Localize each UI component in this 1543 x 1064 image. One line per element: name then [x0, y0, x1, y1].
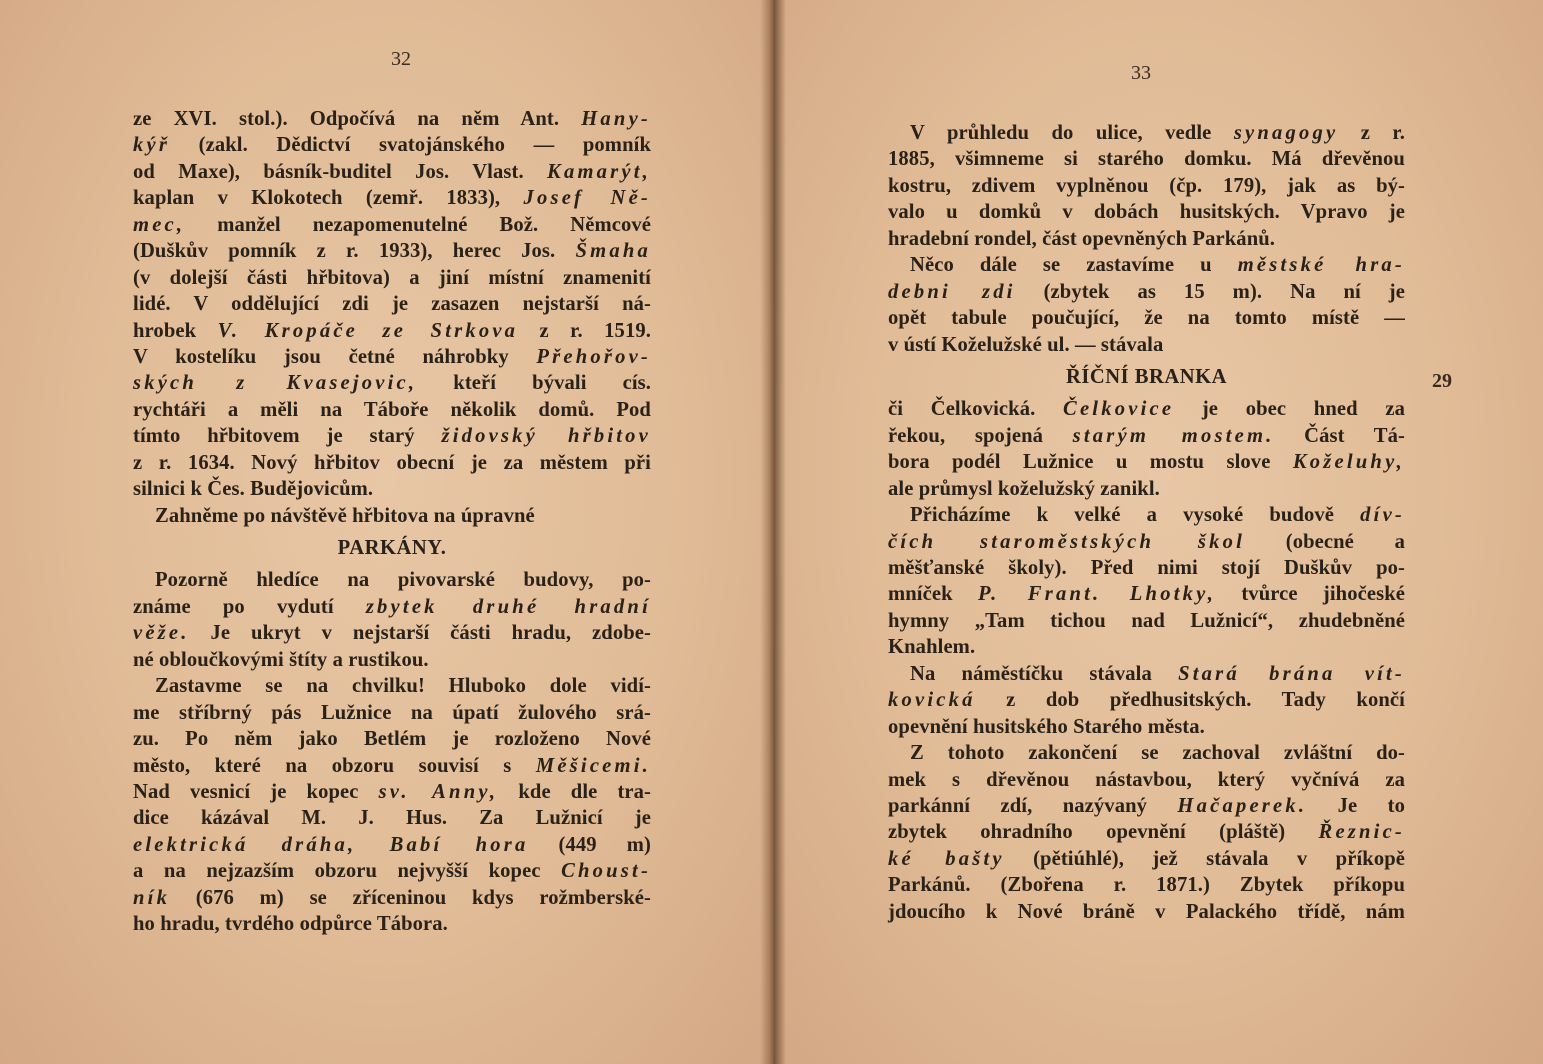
text-line: [888, 740, 1405, 766]
margin-mark: 29: [1432, 370, 1452, 392]
left-page: [0, 0, 770, 1064]
text-run: Přicházíme k velké a vysoké budově: [910, 504, 1361, 527]
text-line: [133, 450, 651, 476]
text-line: [133, 647, 651, 673]
spaced-emphasis: ké bašty: [888, 847, 1005, 870]
text-line: [133, 726, 651, 752]
text-run: ze XVI. stol.). Odpočívá na něm Ant.: [133, 108, 582, 130]
text-line: [888, 396, 1405, 422]
text-line: [888, 252, 1405, 278]
text-run: kostru, zdivem vyplněnou (čp. 179), jak as bý-: [888, 174, 1405, 197]
text-run: Na náměstíčku stávala: [910, 662, 1179, 685]
text-run: valo u domků v dobách husitských. Vpravo je: [888, 201, 1405, 224]
text-run: Je to: [1307, 794, 1405, 817]
text-run: Něco dále se zastavíme u: [910, 254, 1238, 277]
spaced-emphasis: židovský hřbitov: [441, 425, 651, 448]
text-run: bora podél Lužnice u mostu slove: [888, 451, 1293, 474]
text-line: [133, 344, 651, 370]
spaced-emphasis: Choust-: [561, 860, 651, 883]
text-run: dice kázával M. J. Hus. Za Lužnicí je: [133, 807, 651, 830]
text-run: rychtáři a měli na Táboře několik domů. Pod: [133, 398, 651, 421]
text-run: a na nejzazším obzoru nejvyšší kopec: [133, 860, 562, 883]
text-run: Je ukryt v nejstarší části hradu, zdobe-: [189, 622, 651, 645]
text-line: [888, 767, 1405, 793]
text-line: [133, 476, 651, 502]
text-run: (Duškův pomník z r. 1933), herec Jos.: [133, 240, 576, 263]
text-line: [133, 832, 651, 858]
left-page-text: [133, 106, 651, 938]
text-line: [888, 608, 1405, 634]
text-run: Část Tá-: [1274, 424, 1405, 447]
text-line: [888, 793, 1405, 819]
text-run: město, které na obzoru souvisí s: [133, 754, 536, 777]
text-line: [133, 885, 651, 911]
text-run: kde dle tra-: [498, 780, 651, 803]
spaced-emphasis: čích staroměstských škol: [888, 530, 1246, 553]
spaced-emphasis: kovická: [888, 689, 976, 712]
book-gutter: [760, 0, 786, 1064]
text-run: tvůrce jihočeské: [1216, 583, 1405, 606]
spaced-emphasis: zbytek druhé hradní: [365, 595, 651, 618]
text-run: parkánní zdí, nazývaný: [888, 794, 1178, 817]
text-line: [888, 634, 1405, 660]
text-run: řekou, spojená: [888, 424, 1073, 447]
spaced-emphasis: Koželuhy,: [1292, 451, 1405, 474]
spaced-emphasis: Řeznic-: [1318, 821, 1405, 844]
text-line: [133, 753, 651, 779]
text-line: [133, 370, 651, 396]
text-run: Parkánů. (Zbořena r. 1871.) Zbytek příkopu: [888, 874, 1405, 897]
spaced-emphasis: synagogy: [1233, 122, 1339, 144]
text-line: [888, 899, 1405, 925]
spaced-emphasis: starým mostem.: [1072, 424, 1275, 447]
text-line: [888, 173, 1405, 199]
text-run: (zakl. Dědictví svatojánského — pomník: [170, 134, 651, 157]
spaced-emphasis: Hačaperek.: [1177, 794, 1308, 817]
text-line: [133, 503, 651, 529]
text-run: ale průmysl koželužský zanikl.: [888, 477, 1160, 500]
text-line: [888, 819, 1405, 845]
text-line: [888, 714, 1405, 740]
text-run: (zbytek as 15 m). Na ní je: [1015, 280, 1405, 303]
text-run: jdoucího k Nové bráně v Palackého třídě, nám: [888, 900, 1405, 923]
text-run: V kostelíku jsou četné náhrobky: [133, 345, 537, 368]
text-line: [888, 146, 1405, 172]
text-line: [888, 687, 1405, 713]
text-run: Zahněme po návštěvě hřbitova na úpravné: [155, 504, 535, 527]
text-line: [888, 279, 1405, 305]
text-run: 1885, všimneme si starého domku. Má dřevěnou: [888, 148, 1405, 171]
text-line: [888, 332, 1405, 358]
text-line: [133, 265, 651, 291]
text-run: či Čelkovická.: [888, 398, 1064, 421]
spaced-emphasis: sv. Anny,: [378, 780, 499, 803]
text-line: [133, 318, 651, 344]
text-run: hymny „Tam tichou nad Lužnicí“, zhudebněné: [888, 609, 1405, 632]
text-line: [133, 911, 651, 937]
text-line: [133, 594, 651, 620]
text-run: z r. 1634. Nový hřbitov obecní je za městem při: [133, 451, 651, 474]
text-run: Zastavme se na chvilku! Hluboko dole vidí-: [155, 675, 651, 698]
text-run: (v dolejší části hřbitova) a jiní místní znamenití: [133, 266, 651, 289]
text-line: [888, 502, 1405, 528]
spaced-emphasis: Čelkovice: [1063, 398, 1175, 421]
text-run: z r. 1519.: [518, 319, 651, 342]
spaced-emphasis: mec,: [133, 213, 186, 236]
text-line: [888, 423, 1405, 449]
text-line: [888, 555, 1405, 581]
text-line: [133, 397, 651, 423]
text-run: me stříbrný pás Lužnice na úpatí žulového srá-: [133, 701, 651, 724]
text-line: [133, 212, 651, 238]
text-line: [133, 159, 651, 185]
text-line: [888, 226, 1405, 252]
text-line: [888, 120, 1405, 146]
text-run: ho hradu, tvrdého odpůrce Tábora.: [133, 913, 448, 936]
spaced-emphasis: P. Frant. Lhotky,: [977, 583, 1217, 606]
text-run: hrobek: [133, 319, 218, 342]
text-run: opevnění husitského Starého města.: [888, 715, 1205, 738]
text-run: je obec hned za: [1174, 398, 1405, 421]
right-page-number: 33: [1131, 62, 1151, 84]
spaced-emphasis: Hany-: [581, 108, 651, 130]
text-run: né obloučkovými štíty a rustikou.: [133, 648, 429, 671]
text-line: [888, 529, 1405, 555]
text-run: od Maxe), básník-buditel Jos. Vlast.: [133, 160, 548, 183]
text-run: kteří bývali cís.: [417, 372, 652, 395]
text-run: silnici k Čes. Budějovicům.: [133, 478, 374, 501]
section-heading: [888, 364, 1405, 390]
text-run: (449 m): [528, 833, 651, 856]
text-run: z r.: [1338, 122, 1405, 144]
spaced-emphasis: elektrická dráha, Babí hora: [133, 833, 529, 856]
text-run: lidé. V oddělující zdi je zasazen nejstarší ná-: [133, 293, 651, 316]
spaced-emphasis: V. Kropáče ze Strkova: [217, 319, 519, 342]
spaced-emphasis: Stará brána vít-: [1178, 662, 1405, 685]
text-run: v ústí Koželužské ul. — stávala: [888, 333, 1164, 356]
spaced-emphasis: ských z Kvasejovic,: [133, 372, 418, 395]
text-run: Nad vesnicí je kopec: [133, 780, 379, 803]
text-run: manžel nezapomenutelné Bož. Němcové: [185, 213, 651, 236]
text-line: [133, 858, 651, 884]
spaced-emphasis: věže.: [133, 622, 190, 645]
text-line: [888, 846, 1405, 872]
text-line: [888, 581, 1405, 607]
spaced-emphasis: Měšicemi.: [535, 754, 651, 777]
spaced-emphasis: ník: [133, 886, 171, 909]
spaced-emphasis: Josef Ně-: [523, 187, 651, 210]
text-line: [888, 872, 1405, 898]
right-page-text: [888, 120, 1405, 925]
text-run: zu. Po něm jako Betlém je rozloženo Nové: [133, 728, 651, 751]
spaced-emphasis: Přehořov-: [536, 345, 651, 368]
spaced-emphasis: Šmaha: [575, 240, 651, 263]
text-run: Pozorně hledíce na pivovarské budovy, po-: [155, 569, 651, 592]
text-run: Knahlem.: [888, 636, 976, 659]
text-run: (obecné a: [1245, 530, 1405, 553]
text-run: mníček: [888, 583, 978, 606]
text-line: [888, 476, 1405, 502]
text-run: kaplan v Klokotech (zemř. 1833),: [133, 187, 524, 210]
text-run: (pětiúhlé), jež stávala v příkopě: [1004, 847, 1406, 870]
text-line: [133, 106, 651, 132]
text-run: tímto hřbitovem je starý: [133, 425, 442, 448]
right-page: [775, 0, 1543, 1064]
text-line: [133, 567, 651, 593]
text-line: [133, 423, 651, 449]
spaced-emphasis: Kamarýt,: [547, 160, 651, 183]
text-run: zbytek ohradního opevnění (pláště): [888, 821, 1319, 844]
text-run: V průhledu do ulice, vedle: [910, 122, 1234, 144]
spaced-emphasis: debni zdi: [888, 280, 1016, 303]
text-line: [133, 238, 651, 264]
text-run: známe po vydutí: [133, 595, 366, 618]
spaced-emphasis: dív-: [1360, 504, 1405, 527]
text-line: [133, 132, 651, 158]
text-line: [133, 185, 651, 211]
text-run: měšťanské školy). Před nimi stojí Duškův po-: [888, 557, 1405, 579]
text-line: [888, 199, 1405, 225]
text-run: mek s dřevěnou nástavbou, který vyčnívá za: [888, 768, 1405, 791]
text-line: [888, 449, 1405, 475]
left-page-number: 32: [391, 48, 411, 70]
text-run: opět tabule poučující, že na tomto místě —: [888, 307, 1405, 330]
text-line: [133, 291, 651, 317]
text-line: [133, 673, 651, 699]
text-run: hradební rondel, část opevněných Parkánů.: [888, 227, 1276, 250]
text-run: PARKÁNY.: [337, 537, 447, 559]
section-heading: [133, 535, 651, 561]
text-line: [133, 805, 651, 831]
text-line: [133, 620, 651, 646]
spaced-emphasis: městské hra-: [1237, 254, 1405, 277]
text-run: (676 m) se zříceninou kdys rožmberské-: [170, 886, 651, 909]
text-line: [133, 700, 651, 726]
text-line: [133, 779, 651, 805]
text-run: Z tohoto zakončení se zachoval zvláštní do-: [910, 742, 1405, 765]
spaced-emphasis: kýř: [133, 134, 171, 157]
text-run: z dob předhusitských. Tady končí: [975, 689, 1405, 712]
text-line: [888, 661, 1405, 687]
text-run: ŘÍČNÍ BRANKA: [1065, 365, 1228, 388]
text-line: [888, 305, 1405, 331]
